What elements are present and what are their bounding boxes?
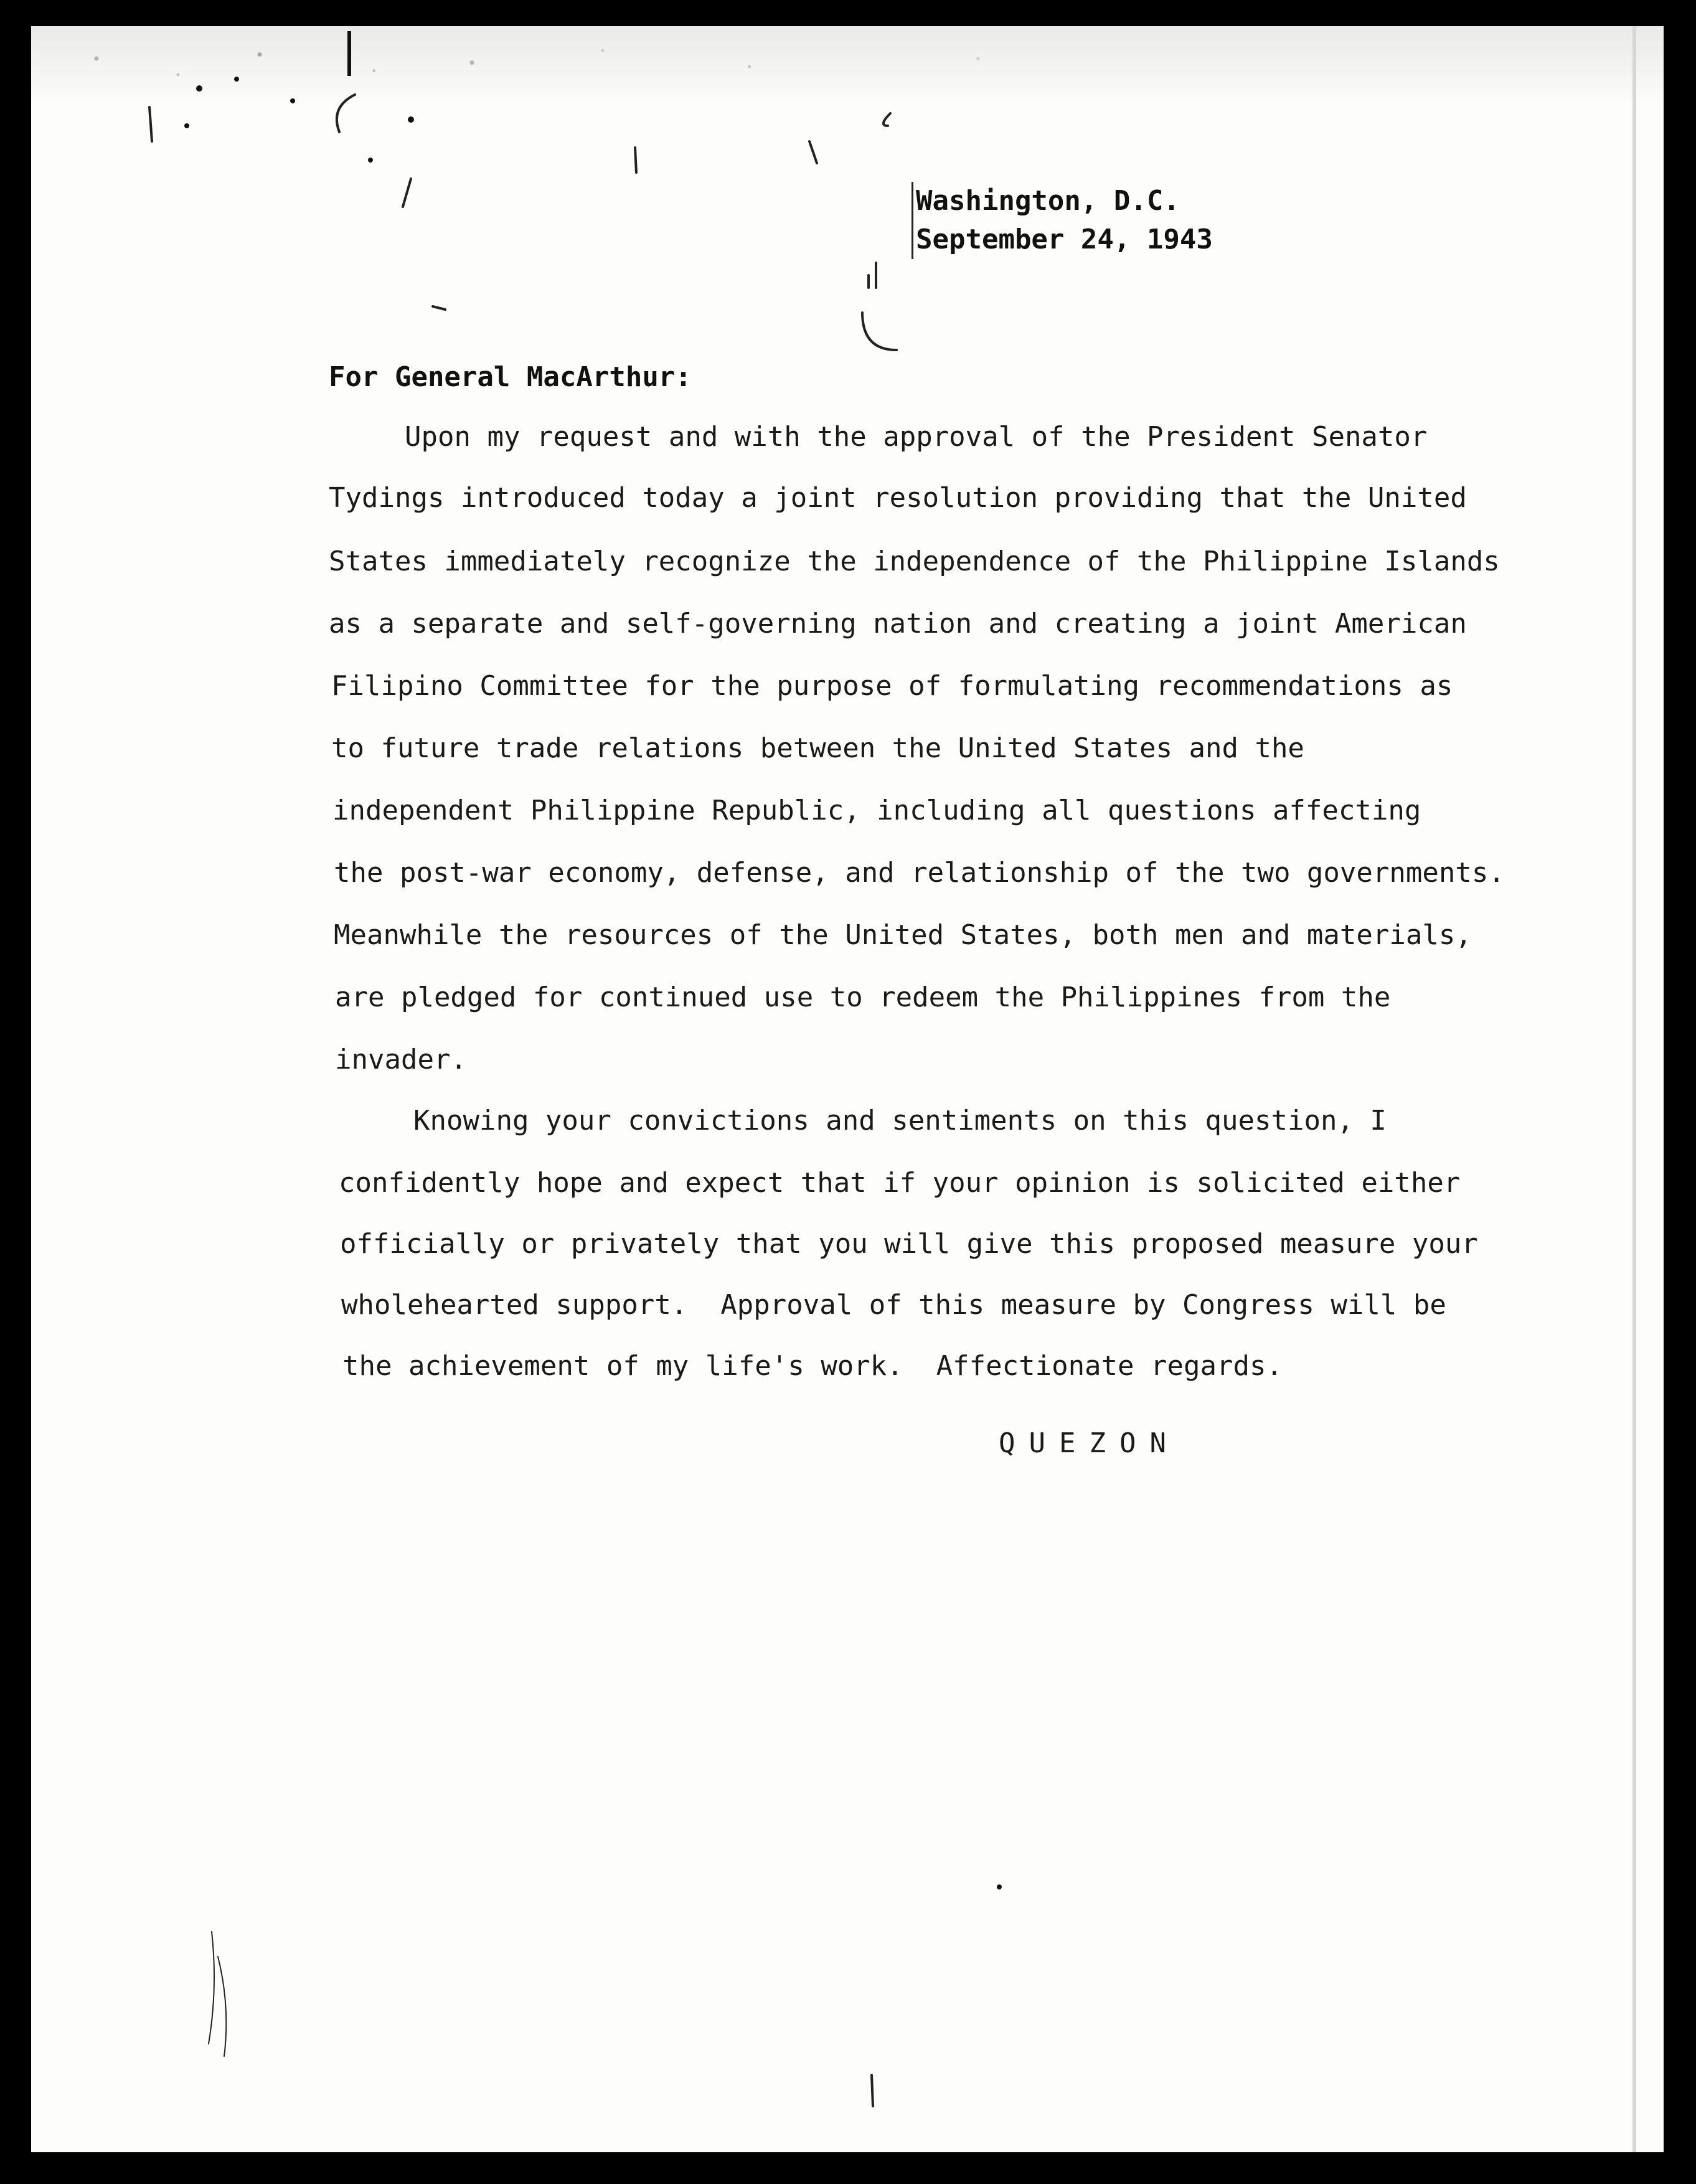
scan-mark-tick-7 [872, 2075, 873, 2106]
scan-mark-bar [347, 31, 351, 76]
paragraph1-line-9: Meanwhile the resources of the United States, both men and materials, [334, 919, 1472, 951]
paragraph1-line-7: independent Philippine Republic, including all questions affecting [332, 795, 1421, 826]
scan-artifacts [31, 26, 1664, 2152]
scan-mark-tick-3 [809, 141, 817, 163]
scan-mark-curl [337, 95, 355, 132]
scan-mark-tick-1 [149, 107, 152, 141]
scan-mark-dash [433, 306, 445, 310]
paragraph2-line-4: wholehearted support. Approval of this measure by Congress will be [341, 1289, 1446, 1321]
paragraph1-line-6: to future trade relations between the United States and the [331, 732, 1304, 764]
scan-mark-hook [883, 113, 890, 126]
paragraph1-line-5: Filipino Committee for the purpose of formulating recommendations as [331, 670, 1453, 702]
paragraph1-line-10: are pledged for continued use to redeem the Philippines from the [335, 981, 1391, 1013]
signature: QUEZON [999, 1427, 1180, 1459]
paragraph1-line-11: invader. [335, 1044, 467, 1075]
salutation: For General MacArthur: [329, 361, 692, 393]
paragraph2-line-1: Knowing your convictions and sentiments on this question, I [413, 1105, 1387, 1137]
scan-mark-tick-2 [635, 148, 636, 173]
scan-mark-bracket [862, 313, 897, 350]
scan-mark-scribble-1 [209, 1932, 214, 2044]
dateline-date: September 24, 1943 [916, 224, 1213, 255]
paragraph2-line-2: confidently hope and expect that if your opinion is solicited either [339, 1167, 1461, 1199]
paragraph1-line-2: Tydings introduced today a joint resolution providing that the United [329, 482, 1467, 514]
scan-mark-scribble-2 [218, 1957, 226, 2056]
dateline-place: Washington, D.C. [916, 185, 1180, 217]
paragraph1-line-1: Upon my request and with the approval of the President Senator [405, 421, 1428, 453]
paragraph1-line-3: States immediately recognize the independence of the Philippine Islands [329, 546, 1500, 577]
paragraph2-line-5: the achievement of my life's work. Affectionate regards. [342, 1350, 1283, 1382]
paragraph1-line-8: the post-war economy, defense, and relationship of the two governments. [334, 857, 1505, 889]
dateline [912, 182, 1213, 259]
paragraph2-line-3: officially or privately that you will give this proposed measure your [340, 1228, 1478, 1260]
paragraph1-line-4: as a separate and self-governing nation and creating a joint American [329, 608, 1467, 640]
letter-page [31, 26, 1664, 2152]
scan-mark-tick-4 [403, 179, 411, 207]
